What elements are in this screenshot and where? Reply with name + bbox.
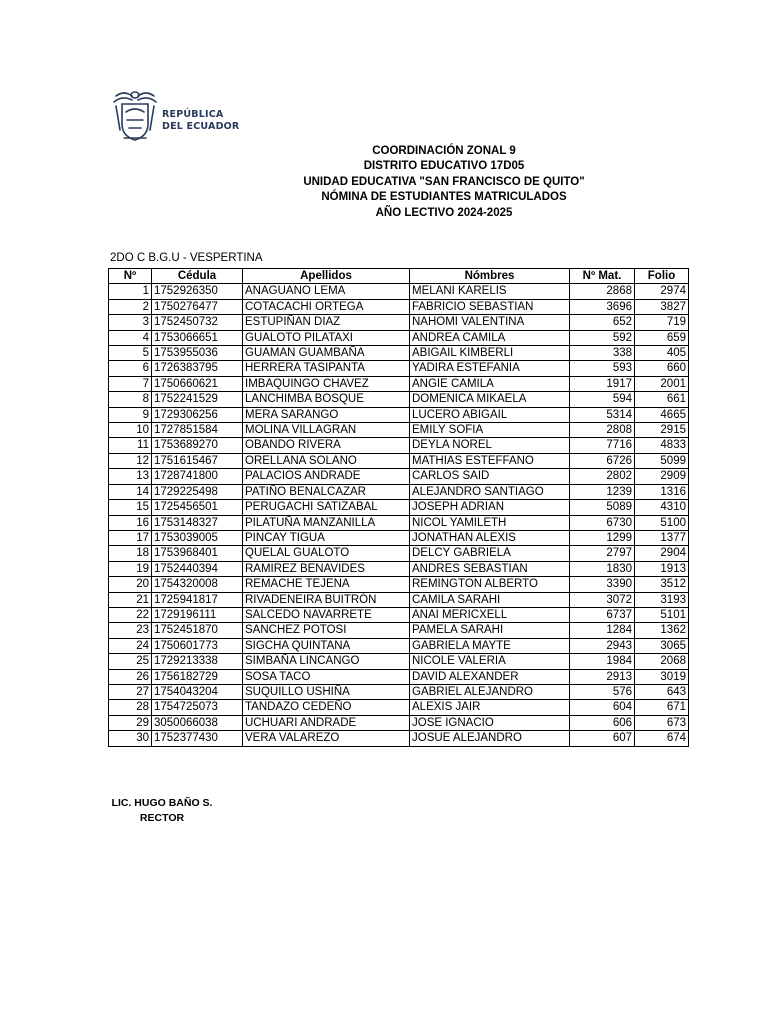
row-surnames: TANDAZO CEDEÑO	[243, 700, 410, 715]
row-enrollment-number: 652	[570, 315, 635, 330]
table-row	[109, 392, 689, 407]
header-line-district: DISTRITO EDUCATIVO 17D05	[363, 160, 525, 173]
table-row	[109, 438, 689, 453]
row-folio: 643	[635, 684, 689, 699]
table-row	[109, 623, 689, 638]
row-folio: 719	[635, 315, 689, 330]
row-surnames: SIMBAÑA LINCANGO	[243, 654, 410, 669]
row-number: 6	[109, 361, 152, 376]
row-given-names: DEYLA NOREL	[410, 438, 570, 453]
row-given-names: DELCY GABRIELA	[410, 546, 570, 561]
table-row	[109, 346, 689, 361]
row-folio: 5100	[635, 515, 689, 530]
row-id-number: 1753066651	[152, 330, 243, 345]
row-given-names: JOSE IGNACIO	[410, 715, 570, 730]
logo-line-2: DEL ECUADOR	[162, 121, 240, 132]
signatory-title: RECTOR	[139, 812, 185, 824]
row-id-number: 1752440394	[152, 561, 243, 576]
row-enrollment-number: 6730	[570, 515, 635, 530]
table-row	[109, 546, 689, 561]
row-folio: 2915	[635, 423, 689, 438]
row-number: 28	[109, 700, 152, 715]
row-given-names: FABRICIO SEBASTIAN	[410, 299, 570, 314]
table-row	[109, 299, 689, 314]
row-enrollment-number: 338	[570, 346, 635, 361]
row-folio: 2974	[635, 284, 689, 299]
row-surnames: MERA SARANGO	[243, 407, 410, 422]
row-id-number: 1726383795	[152, 361, 243, 376]
table-row	[109, 500, 689, 515]
row-given-names: REMINGTON ALBERTO	[410, 577, 570, 592]
row-folio: 3193	[635, 592, 689, 607]
row-surnames: MOLINA VILLAGRAN	[243, 423, 410, 438]
row-given-names: LUCERO ABIGAIL	[410, 407, 570, 422]
table-row	[109, 515, 689, 530]
row-number: 8	[109, 392, 152, 407]
header-line-school: UNIDAD EDUCATIVA "SAN FRANCISCO DE QUITO"	[303, 175, 585, 188]
row-folio: 661	[635, 392, 689, 407]
row-given-names: ANDRES SEBASTIAN	[410, 561, 570, 576]
row-surnames: PILATUÑA MANZANILLA	[243, 515, 410, 530]
row-folio: 660	[635, 361, 689, 376]
row-enrollment-number: 594	[570, 392, 635, 407]
row-enrollment-number: 1830	[570, 561, 635, 576]
row-folio: 2068	[635, 654, 689, 669]
row-number: 18	[109, 546, 152, 561]
row-enrollment-number: 2797	[570, 546, 635, 561]
table-row	[109, 577, 689, 592]
row-folio: 1913	[635, 561, 689, 576]
row-id-number: 1756182729	[152, 669, 243, 684]
row-given-names: GABRIELA MAYTE	[410, 638, 570, 653]
table-row	[109, 315, 689, 330]
row-enrollment-number: 1299	[570, 530, 635, 545]
row-folio: 1362	[635, 623, 689, 638]
row-surnames: SOSA TACO	[243, 669, 410, 684]
row-folio: 659	[635, 330, 689, 345]
row-number: 27	[109, 684, 152, 699]
row-id-number: 1753955036	[152, 346, 243, 361]
row-surnames: SUQUILLO USHIÑA	[243, 684, 410, 699]
table-row	[109, 469, 689, 484]
row-enrollment-number: 3390	[570, 577, 635, 592]
row-id-number: 1753039005	[152, 530, 243, 545]
coat-of-arms-logo	[110, 86, 240, 144]
row-number: 15	[109, 500, 152, 515]
row-given-names: ALEJANDRO SANTIAGO	[410, 484, 570, 499]
row-surnames: HERRERA TASIPANTA	[243, 361, 410, 376]
row-surnames: ANAGUANO LEMA	[243, 284, 410, 299]
row-surnames: ESTUPIÑAN DIAZ	[243, 315, 410, 330]
table-row	[109, 684, 689, 699]
table-row	[109, 561, 689, 576]
table-row	[109, 530, 689, 545]
row-number: 16	[109, 515, 152, 530]
row-id-number: 1729213338	[152, 654, 243, 669]
row-given-names: JONATHAN ALEXIS	[410, 530, 570, 545]
row-enrollment-number: 1917	[570, 376, 635, 391]
signature-block	[100, 796, 224, 826]
row-number: 1	[109, 284, 152, 299]
row-folio: 5101	[635, 607, 689, 622]
table-row	[109, 607, 689, 622]
row-enrollment-number: 1239	[570, 484, 635, 499]
row-number: 22	[109, 607, 152, 622]
row-number: 9	[109, 407, 152, 422]
row-id-number: 1752450732	[152, 315, 243, 330]
row-id-number: 1729306256	[152, 407, 243, 422]
table-row	[109, 669, 689, 684]
row-number: 14	[109, 484, 152, 499]
table-row	[109, 654, 689, 669]
row-id-number: 1729196111	[152, 607, 243, 622]
column-header-id: Cédula	[152, 269, 243, 284]
table-row	[109, 592, 689, 607]
row-enrollment-number: 7716	[570, 438, 635, 453]
table-row	[109, 731, 689, 746]
row-given-names: ABIGAIL KIMBERLI	[410, 346, 570, 361]
row-number: 17	[109, 530, 152, 545]
document-header	[108, 144, 768, 221]
row-enrollment-number: 2802	[570, 469, 635, 484]
row-surnames: SIGCHA QUINTANA	[243, 638, 410, 653]
table-row	[109, 700, 689, 715]
row-id-number: 1753689270	[152, 438, 243, 453]
row-number: 10	[109, 423, 152, 438]
row-enrollment-number: 606	[570, 715, 635, 730]
row-id-number: 1754725073	[152, 700, 243, 715]
row-given-names: GABRIEL ALEJANDRO	[410, 684, 570, 699]
row-surnames: SANCHEZ POTOSI	[243, 623, 410, 638]
row-number: 25	[109, 654, 152, 669]
row-id-number: 1752241529	[152, 392, 243, 407]
row-id-number: 1725456501	[152, 500, 243, 515]
row-surnames: UCHUARI ANDRADE	[243, 715, 410, 730]
row-folio: 2001	[635, 376, 689, 391]
row-number: 21	[109, 592, 152, 607]
row-enrollment-number: 2808	[570, 423, 635, 438]
row-id-number: 1754043204	[152, 684, 243, 699]
row-given-names: ANDREA CAMILA	[410, 330, 570, 345]
row-surnames: RAMIREZ BENAVIDES	[243, 561, 410, 576]
row-folio: 405	[635, 346, 689, 361]
row-id-number: 1752377430	[152, 731, 243, 746]
row-surnames: IMBAQUINGO CHAVEZ	[243, 376, 410, 391]
row-given-names: YADIRA ESTEFANIA	[410, 361, 570, 376]
row-surnames: SALCEDO NAVARRETE	[243, 607, 410, 622]
row-enrollment-number: 6737	[570, 607, 635, 622]
table-row	[109, 638, 689, 653]
row-given-names: NICOL YAMILETH	[410, 515, 570, 530]
row-number: 23	[109, 623, 152, 638]
row-id-number: 1754320008	[152, 577, 243, 592]
table-row	[109, 715, 689, 730]
row-given-names: MATHIAS ESTEFFANO	[410, 453, 570, 468]
row-surnames: COTACACHI ORTEGA	[243, 299, 410, 314]
row-surnames: PALACIOS ANDRADE	[243, 469, 410, 484]
row-folio: 3019	[635, 669, 689, 684]
row-enrollment-number: 2913	[570, 669, 635, 684]
row-number: 24	[109, 638, 152, 653]
row-enrollment-number: 5089	[570, 500, 635, 515]
row-folio: 3827	[635, 299, 689, 314]
row-enrollment-number: 6726	[570, 453, 635, 468]
row-folio: 5099	[635, 453, 689, 468]
row-number: 13	[109, 469, 152, 484]
row-folio: 4310	[635, 500, 689, 515]
row-enrollment-number: 593	[570, 361, 635, 376]
table-row	[109, 376, 689, 391]
row-enrollment-number: 604	[570, 700, 635, 715]
row-number: 20	[109, 577, 152, 592]
row-id-number: 1752451870	[152, 623, 243, 638]
row-number: 11	[109, 438, 152, 453]
row-id-number: 1753148327	[152, 515, 243, 530]
row-enrollment-number: 3696	[570, 299, 635, 314]
row-number: 5	[109, 346, 152, 361]
row-surnames: LANCHIMBA BOSQUE	[243, 392, 410, 407]
row-folio: 3065	[635, 638, 689, 653]
row-given-names: PAMELA SARAHI	[410, 623, 570, 638]
row-folio: 4833	[635, 438, 689, 453]
row-given-names: DOMENICA MIKAELA	[410, 392, 570, 407]
table-row	[109, 453, 689, 468]
row-id-number: 1753968401	[152, 546, 243, 561]
row-surnames: QUELAL GUALOTO	[243, 546, 410, 561]
row-id-number: 1750601773	[152, 638, 243, 653]
coat-of-arms-icon	[110, 86, 160, 144]
row-enrollment-number: 1284	[570, 623, 635, 638]
row-given-names: CAMILA SARAHI	[410, 592, 570, 607]
row-surnames: RIVADENEIRA BUITRÓN	[243, 592, 410, 607]
table-row	[109, 284, 689, 299]
row-number: 2	[109, 299, 152, 314]
row-surnames: GUALOTO PILATAXI	[243, 330, 410, 345]
row-given-names: CARLOS SAID	[410, 469, 570, 484]
row-id-number: 1725941817	[152, 592, 243, 607]
signatory-name: LIC. HUGO BAÑO S.	[111, 797, 213, 809]
row-number: 4	[109, 330, 152, 345]
header-line-roster-title: NÓMINA DE ESTUDIANTES MATRICULADOS	[321, 191, 567, 204]
logo-wordmark	[162, 109, 239, 133]
row-folio: 1377	[635, 530, 689, 545]
row-enrollment-number: 3072	[570, 592, 635, 607]
row-given-names: ANAI MERICXELL	[410, 607, 570, 622]
row-given-names: JOSUE ALEJANDRO	[410, 731, 570, 746]
column-header-number: Nº	[109, 269, 152, 284]
table-row	[109, 423, 689, 438]
row-surnames: ORELLANA SOLANO	[243, 453, 410, 468]
column-header-names: Nómbres	[410, 269, 570, 284]
row-enrollment-number: 592	[570, 330, 635, 345]
row-number: 3	[109, 315, 152, 330]
row-id-number: 1750660621	[152, 376, 243, 391]
row-folio: 1316	[635, 484, 689, 499]
student-roster-table	[108, 268, 689, 747]
row-given-names: DAVID ALEXANDER	[410, 669, 570, 684]
row-id-number: 1727851584	[152, 423, 243, 438]
table-row	[109, 407, 689, 422]
row-enrollment-number: 2868	[570, 284, 635, 299]
row-folio: 671	[635, 700, 689, 715]
row-given-names: ALEXIS JAIR	[410, 700, 570, 715]
row-folio: 2904	[635, 546, 689, 561]
class-section-title: 2DO C B.G.U - VESPERTINA	[110, 252, 263, 264]
row-given-names: ANGIE CAMILA	[410, 376, 570, 391]
table-row	[109, 484, 689, 499]
row-surnames: REMACHE TEJENA	[243, 577, 410, 592]
row-number: 26	[109, 669, 152, 684]
row-number: 7	[109, 376, 152, 391]
row-surnames: PINCAY TIGUA	[243, 530, 410, 545]
row-folio: 674	[635, 731, 689, 746]
header-line-zone: COORDINACIÓN ZONAL 9	[372, 145, 516, 157]
row-given-names: NAHOMI VALENTINA	[410, 315, 570, 330]
table-row	[109, 330, 689, 345]
row-number: 12	[109, 453, 152, 468]
row-surnames: VERA VALAREZO	[243, 731, 410, 746]
row-enrollment-number: 2943	[570, 638, 635, 653]
row-enrollment-number: 1984	[570, 654, 635, 669]
row-id-number: 3050066038	[152, 715, 243, 730]
row-surnames: GUAMAN GUAMBAÑA	[243, 346, 410, 361]
row-folio: 3512	[635, 577, 689, 592]
row-id-number: 1728741800	[152, 469, 243, 484]
row-id-number: 1751615467	[152, 453, 243, 468]
row-surnames: PERUGACHI SATIZABAL	[243, 500, 410, 515]
row-number: 30	[109, 731, 152, 746]
row-surnames: PATIÑO BENALCAZAR	[243, 484, 410, 499]
logo-line-1: REPÚBLICA	[162, 109, 224, 120]
table-body	[109, 284, 689, 746]
row-id-number: 1750276477	[152, 299, 243, 314]
row-enrollment-number: 576	[570, 684, 635, 699]
column-header-surnames: Apellidos	[243, 269, 410, 284]
row-number: 19	[109, 561, 152, 576]
row-folio: 673	[635, 715, 689, 730]
row-folio: 4665	[635, 407, 689, 422]
row-number: 29	[109, 715, 152, 730]
row-id-number: 1729225498	[152, 484, 243, 499]
row-given-names: MELANI KARELIS	[410, 284, 570, 299]
table-row	[109, 361, 689, 376]
row-folio: 2909	[635, 469, 689, 484]
row-id-number: 1752926350	[152, 284, 243, 299]
column-header-enrollment-number: Nº Mat.	[570, 269, 635, 284]
row-given-names: JOSEPH ADRIAN	[410, 500, 570, 515]
header-line-school-year: AÑO LECTIVO 2024-2025	[375, 206, 513, 219]
table-header-row	[109, 269, 689, 284]
column-header-folio: Folio	[635, 269, 689, 284]
row-given-names: EMILY SOFIA	[410, 423, 570, 438]
row-given-names: NICOLE VALERIA	[410, 654, 570, 669]
row-enrollment-number: 607	[570, 731, 635, 746]
row-enrollment-number: 5314	[570, 407, 635, 422]
row-surnames: OBANDO RIVERA	[243, 438, 410, 453]
